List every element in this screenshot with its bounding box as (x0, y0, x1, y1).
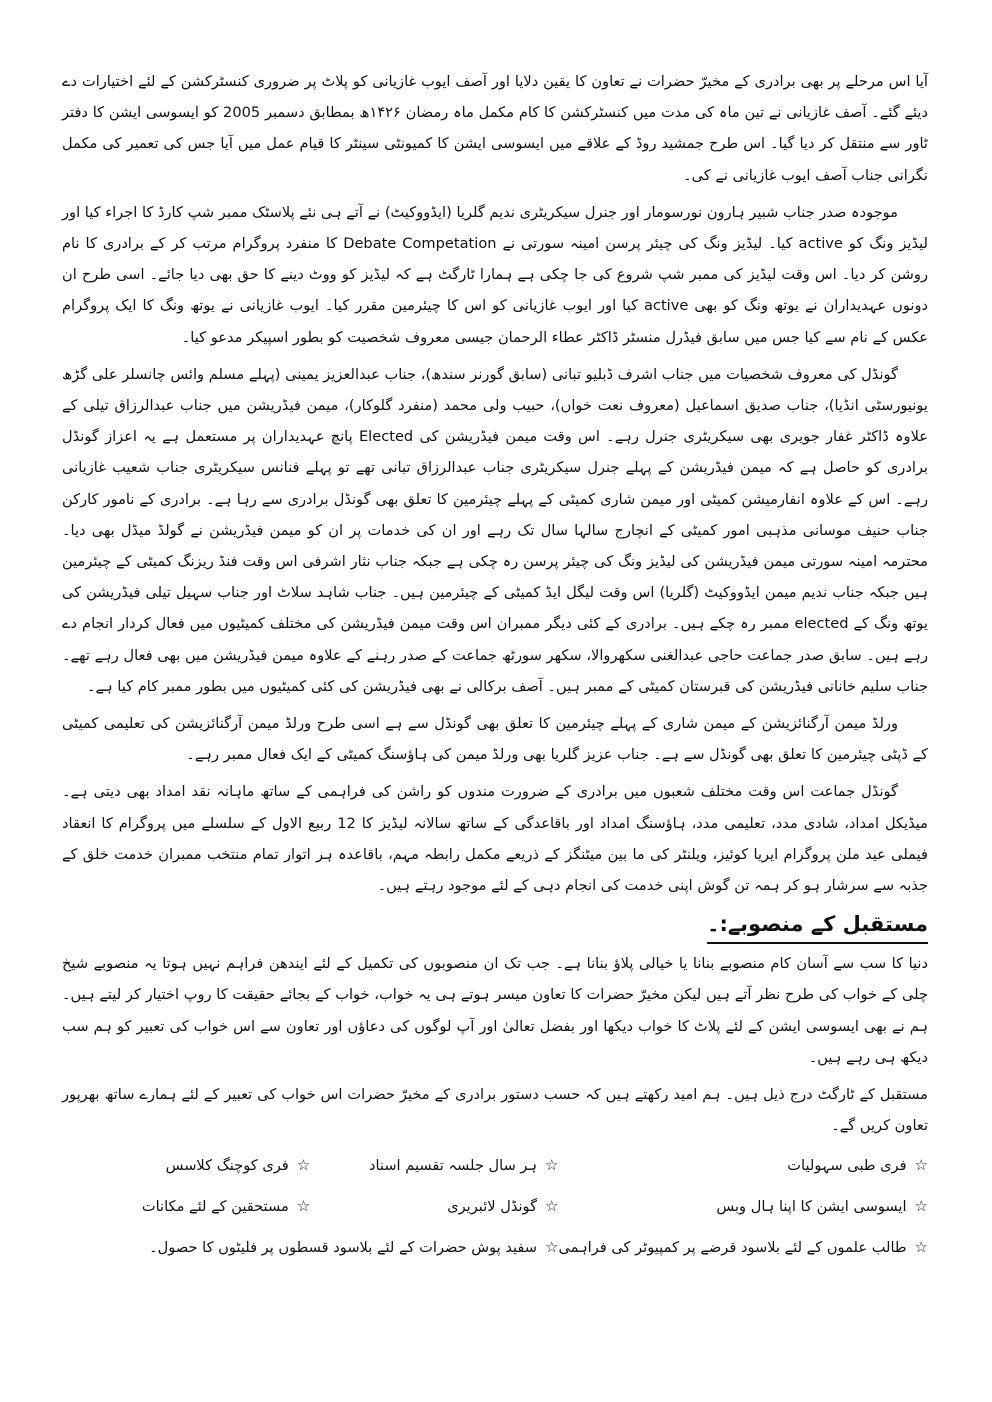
target-item: ☆طالب علموں کے لئے بلاسود قرضے پر کمپیوٹر کی فراہمی (558, 1237, 928, 1256)
star-icon: ☆ (545, 1155, 559, 1174)
target-item: ☆ایسوسی ایشن کا اپنا ہال وبس (716, 1196, 928, 1215)
paragraph-community-center: آیا اس مرحلے پر بھی برادری کے مخیرّ حضرات نے تعاون کا یقین دلایا اور آصف ایوب غازیانی کو پلاٹ پر ضروری کنسٹرکشن کے لئے اختیارات دے دیئے گئے۔ آصف غازیانی نے تین ماہ کی مدت میں کنسٹرکشن کا کام مکمل ماہ رمضان ۱۴۲۶ھ بمطابق دسمبر 2005 کو ایسوسی ایشن کا دفتر ٹاور سے منتقل کر دیا گیا۔ اس طرح جمشید روڈ کے علاقے میں ایسوسی ایشن کا کمیونٹی سینٹر کا قیام عمل میں آیا جس کی تعمیر کی مکمل نگرانی جناب آصف ایوب غازیانی نے کی۔ (62, 73, 928, 184)
star-icon: ☆ (296, 1155, 311, 1174)
target-item: ☆مستحقین کے لئے مکانات (141, 1196, 311, 1215)
paragraph-future-intro: دنیا کا سب سے آسان کام منصوبے بنانا یا خیالی پلاؤ بنانا ہے۔ جب تک ان منصوبوں کی تکمیل کے لئے ایندھن فراہم نہیں ہوتا یہ منصوبے شیخ چلی کے خواب کی طرح نظر آتے ہیں لیکن مخیرّ حضرات کا تعاون میسر ہوتے ہی یہ خواب، خواب کے بجائے حقیقت کا روپ اختیار کر لیتے ہیں۔ ہم نے بھی ایسوسی ایشن کے لئے پلاٹ کا خواب دیکھا اور بفضل تعالیٰ اور آپ لوگوں کی دعاؤں اور تعاون سے اس خواب کی تعبیر کو ہم سب دیکھ ہی رہے ہیں۔ (62, 955, 928, 1066)
target-item: ☆فری طبی سہولیات (787, 1155, 928, 1174)
future-plans-heading (62, 907, 928, 944)
target-item: ☆گونڈل لائبریری (447, 1196, 559, 1215)
targets-list (62, 1148, 928, 1265)
paragraph-notable-personalities: گونڈل کی معروف شخصیات میں جناب اشرف ڈبلیو تبانی (سابق گورنر سندھ)، جناب عبدالعزیز یمینی (پہلے مسلم وائس چانسلر علی گڑھ یونیورسٹی انڈیا)، جناب صدیق اسماعیل (معروف نعت خواں)، حبیب ولی محمد (منفرد گلوکار)، میمن فیڈریشن میں جناب عبدالرزاق تیلی کے علاوہ ڈاکٹر غفار جویری بھی سیکریٹری جنرل رہے۔ اس وقت میمن فیڈریشن کی Elected پانچ عہدیداران پر مستعمل ہے یہ اعزاز گونڈل برادری کو حاصل ہے کہ میمن فیڈریشن کے پہلے جنرل سیکریٹری جناب عبدالرزاق تبانی تھے تو پہلے فنانس سیکریٹری جناب شعیب غازیانی رہے۔ اس کے علاوہ انفارمیشن کمیٹی اور میمن شاری کمیٹی کے پہلے چیئرمین کا تعلق بھی گونڈل برادری سے رہا ہے۔ برادری کے نامور کارکن جناب حنیف موسانی مذہبی امور کمیٹی کے انچارج سالہا سال تک رہے اور ان کی خدمات پر ان کو میمن فیڈریشن نے گولڈ میڈل بھی دیا۔ محترمہ امینہ سورتی میمن فیڈریشن کی لیڈیز ونگ کی چیئر پرسن رہ چکی ہے جبکہ جناب نثار اشرفی اس وقت فنڈ ریزنگ کمیٹی کے چیئرمین ہیں جبکہ جناب ندیم میمن ایڈووکیٹ (گلریا) اس وقت لیگل ایڈ کمیٹی کے چیئرمین ہیں۔ جناب شاہد سلاٹ اور جناب سہیل تیلی فیڈریشن کی یوتھ ونگ کے elected ممبر رہ چکے ہیں۔ برادری کے کئی دیگر ممبران اس وقت میمن فیڈریشن کی مختلف کمیٹیوں میں فعال کردار انجام دے رہے ہیں۔ سابق صدر جماعت حاجی عبدالغنی سکھروالا، سکھر سورٹھ جماعت کے صدر رہنے کے علاوہ میمن فیڈریشن میں بھی فعال رہے تھے۔ جناب سلیم خانانی فیڈریشن کی قبرستان کمیٹی کے ممبر ہیں۔ آصف برکالی نے بھی فیڈریشن کی کئی کمیٹیوں میں بطور ممبر کام کیا ہے۔ (62, 365, 928, 695)
paragraph-current-officials: موجودہ صدر جناب شبیر ہارون نورسومار اور جنرل سیکریٹری ندیم گلریا (ایڈووکیٹ) نے آتے ہی نئے پلاسٹک ممبر شپ کارڈ کا اجراء کیا اور لیڈیز ونگ کو active کیا۔ لیڈیز ونگ کی چیئر پرسن امینہ سورتی نے Debate Competation کا منفرد پروگرام مرتب کر کے برادری کا نام روشن کر دیا۔ اس وقت لیڈیز کی ممبر شپ شروع کی جا چکی ہے ہمارا ٹارگٹ ہے کہ لیڈیز کو ووٹ دینے کا حق بھی دیا جائے۔ اسی طرح ان دونوں عہدیداران نے یوتھ ونگ کو بھی active کیا اور ایوب غازیانی کو اس کا چیئرمین مقرر کیا۔ ایوب غازیانی نے یوتھ ونگ کا ایک پروگرام عکس کے نام سے کیا جس میں سابق فیڈرل منسٹر ڈاکٹر عطاء الرحمان جیسی معروف شخصیت کو بطور اسپیکر مدعو کیا۔ (62, 203, 928, 346)
star-icon: ☆ (545, 1196, 559, 1215)
star-icon: ☆ (914, 1155, 928, 1174)
paragraph-future-targets-intro: مستقبل کے ٹارگٹ درج ذیل ہیں۔ ہم امید رکھتے ہیں کہ حسب دستور برادری کے مخیرّ حضرات اس خواب کی تعبیر کے لئے ہمارے ساتھ بھرپور تعاون کریں گے۔ (62, 1086, 928, 1135)
star-icon: ☆ (545, 1237, 559, 1256)
star-icon: ☆ (296, 1196, 311, 1215)
target-item: ☆فری کوچنگ کلاسس (165, 1155, 311, 1174)
star-icon: ☆ (914, 1237, 928, 1256)
target-item: ☆سفید پوش حضرات کے لئے بلاسود قسطوں پر فلیٹوں کا حصول۔ (149, 1237, 559, 1256)
future-plans-heading-text: مستقبل کے منصوبے:۔ (707, 907, 928, 944)
star-icon: ☆ (914, 1196, 928, 1215)
target-item: ☆ہر سال جلسہ تقسیم اسناد (368, 1155, 559, 1174)
paragraph-world-memon: ورلڈ میمن آرگنائزیشن کے میمن شاری کے پہلے چیئرمین کا تعلق بھی گونڈل سے ہے اسی طرح ورلڈ میمن آرگنائزیشن کی تعلیمی کمیٹی کے ڈپٹی چیئرمین کا تعلق بھی گونڈل سے ہے۔ جناب عزیز گلریا بھی ورلڈ میمن کی ہاؤسنگ کمیٹی کے ایک فعال ممبر رہے۔ (62, 715, 928, 764)
paragraph-welfare-services: گونڈل جماعت اس وقت مختلف شعبوں میں برادری کے ضرورت مندوں کو راشن کی فراہمی کے ساتھ ماہانہ نقد امداد بھی دیتی ہے۔ میڈیکل امداد، شادی مدد، تعلیمی مدد، ہاؤسنگ امداد اور باقاعدگی کے ساتھ سالانہ لیڈیز کا 12 ربیع الاول کے سلسلے میں پروگرام کا انعقاد فیملی عید ملن پروگرام ایریا کوئیز، ویلنٹر کی ما بین میٹنگز کے ذریعے مکمل رابطہ مہم، باقاعدہ ہر اتوار تمام منتخب ممبران خدمت خلق کے جذبہ سے سرشار ہو کر ہمہ تن گوش اپنی خدمت کی انجام دہی کے لئے موجود رہتے ہیں۔ (62, 783, 929, 895)
